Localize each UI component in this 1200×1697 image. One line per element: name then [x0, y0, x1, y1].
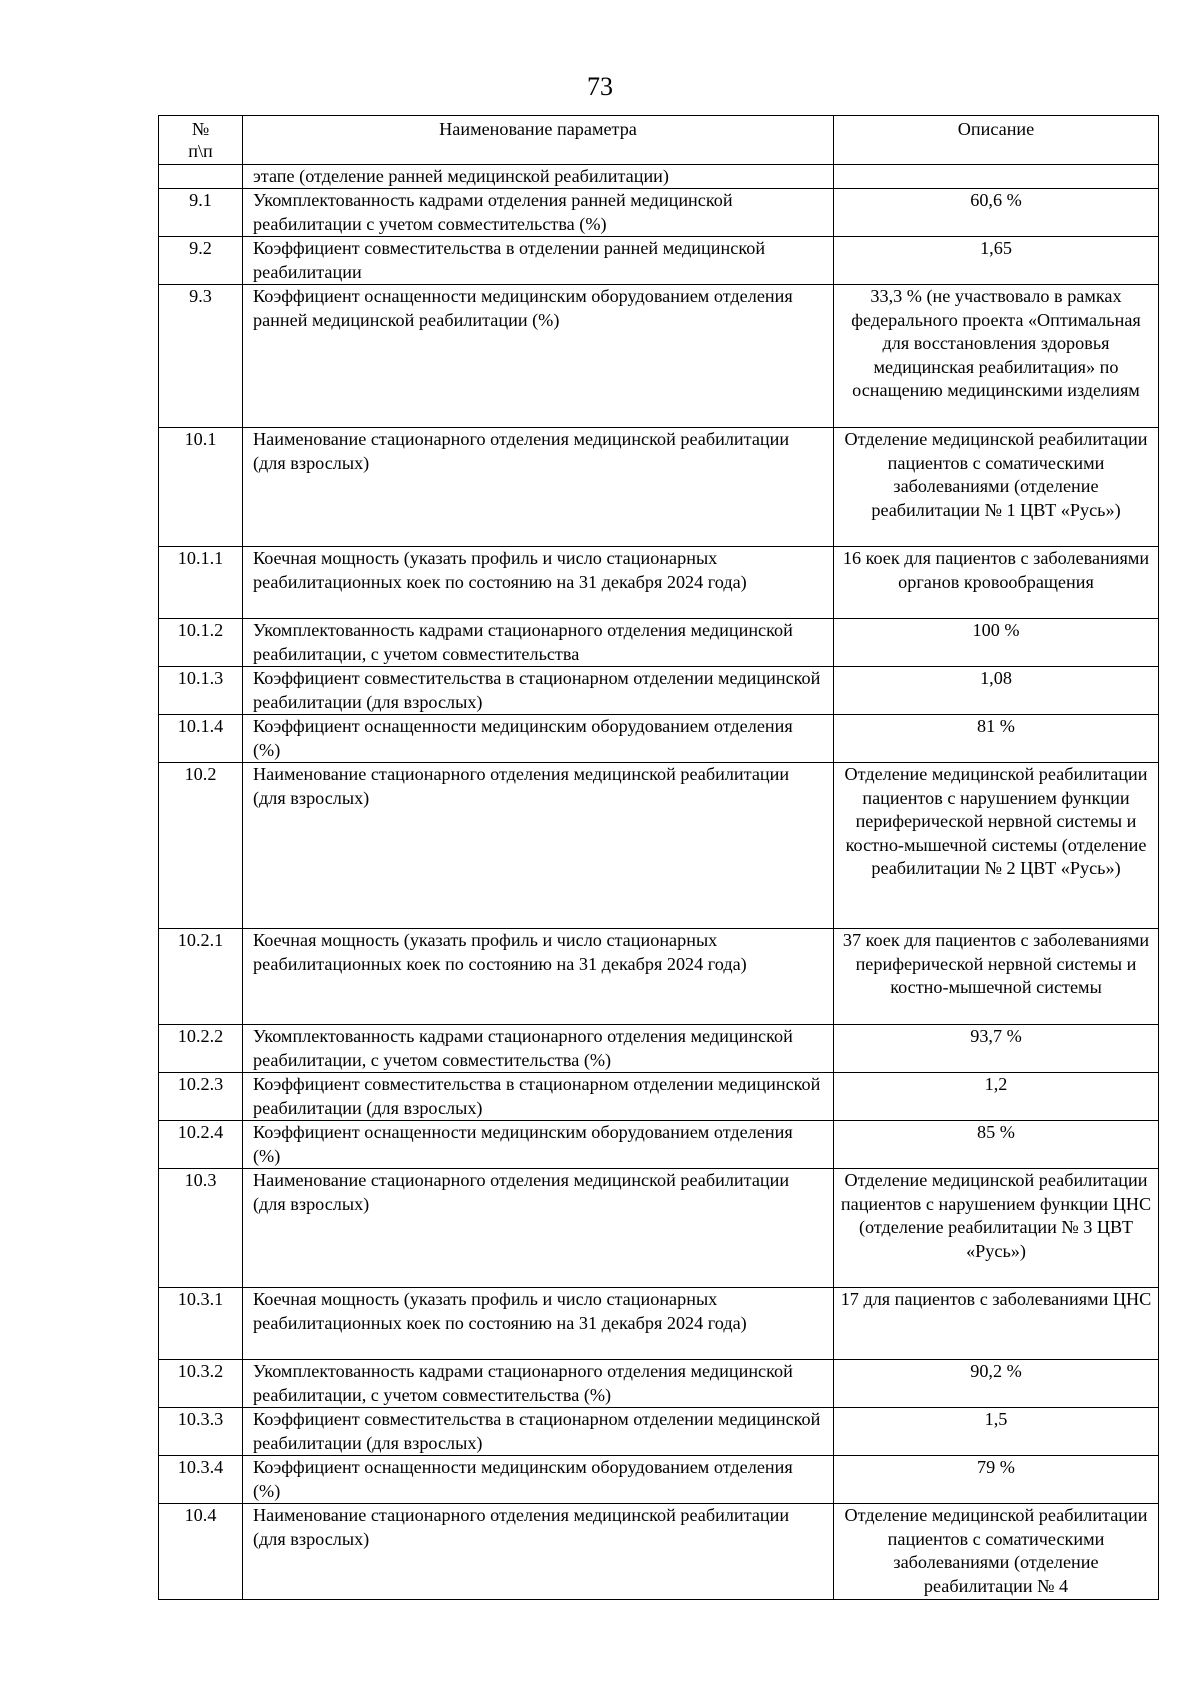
- row-number: 10.3.3: [159, 1408, 243, 1456]
- row-parameter: этапе (отделение ранней медицинской реабилитации): [243, 165, 834, 189]
- row-description: 1,2: [834, 1073, 1159, 1121]
- row-description: 1,08: [834, 667, 1159, 715]
- row-parameter: Укомплектованность кадрами стационарного отделения медицинской реабилитации, с учетом совместительства (%): [243, 1025, 834, 1073]
- row-description: [834, 165, 1159, 189]
- row-parameter: Укомплектованность кадрами стационарного отделения медицинской реабилитации, с учетом совместительства (%): [243, 1360, 834, 1408]
- table-row: [159, 547, 1159, 619]
- row-description: 33,3 % (не участвовало в рамках федерального проекта «Оптимальная для восстановления здоровья медицинская реабилитация» по оснащению медицинскими изделиям: [834, 285, 1159, 428]
- row-description: 81 %: [834, 715, 1159, 763]
- row-description: 1,65: [834, 237, 1159, 285]
- row-description: Отделение медицинской реабилитации пациентов с нарушением функции ЦНС (отделение реабилитации № 3 ЦВТ «Русь»): [834, 1169, 1159, 1288]
- table-row: [159, 667, 1159, 715]
- table-row: [159, 763, 1159, 929]
- row-number: 10.3.4: [159, 1456, 243, 1504]
- table-row: [159, 189, 1159, 237]
- row-number: 10.2: [159, 763, 243, 929]
- row-number: 10.1: [159, 428, 243, 547]
- table-row: [159, 619, 1159, 667]
- row-description: Отделение медицинской реабилитации пациентов с соматическими заболеваниями (отделение реабилитации № 1 ЦВТ «Русь»): [834, 428, 1159, 547]
- table-row: [159, 1504, 1159, 1600]
- row-parameter: Коечная мощность (указать профиль и число стационарных реабилитационных коек по состоянию на 31 декабря 2024 года): [243, 547, 834, 619]
- header-num: № п\п: [159, 116, 243, 165]
- row-number: 9.2: [159, 237, 243, 285]
- row-parameter: Укомплектованность кадрами отделения ранней медицинской реабилитации с учетом совместительства (%): [243, 189, 834, 237]
- row-number: 10.1.3: [159, 667, 243, 715]
- row-number: 10.2.2: [159, 1025, 243, 1073]
- table-header-row: [159, 116, 1159, 165]
- header-param: Наименование параметра: [243, 116, 834, 165]
- table-row: [159, 428, 1159, 547]
- row-parameter: Коэффициент оснащенности медицинским оборудованием отделения (%): [243, 1456, 834, 1504]
- row-number: 10.2.4: [159, 1121, 243, 1169]
- row-description: Отделение медицинской реабилитации пациентов с соматическими заболеваниями (отделение реабилитации № 4: [834, 1504, 1159, 1600]
- row-description: 93,7 %: [834, 1025, 1159, 1073]
- row-parameter: Наименование стационарного отделения медицинской реабилитации (для взрослых): [243, 763, 834, 929]
- row-description: 85 %: [834, 1121, 1159, 1169]
- row-number: 10.2.1: [159, 929, 243, 1025]
- row-description: 90,2 %: [834, 1360, 1159, 1408]
- row-parameter: Наименование стационарного отделения медицинской реабилитации (для взрослых): [243, 1169, 834, 1288]
- table-row: [159, 929, 1159, 1025]
- row-description: 16 коек для пациентов с заболеваниями органов кровообращения: [834, 547, 1159, 619]
- row-parameter: Коэффициент совместительства в стационарном отделении медицинской реабилитации (для взрослых): [243, 667, 834, 715]
- row-description: 1,5: [834, 1408, 1159, 1456]
- table-row: [159, 715, 1159, 763]
- row-number: 10.3: [159, 1169, 243, 1288]
- row-parameter: Коечная мощность (указать профиль и число стационарных реабилитационных коек по состоянию на 31 декабря 2024 года): [243, 1288, 834, 1360]
- row-parameter: Коэффициент оснащенности медицинским оборудованием отделения (%): [243, 1121, 834, 1169]
- table-row: [159, 1360, 1159, 1408]
- row-parameter: Укомплектованность кадрами стационарного отделения медицинской реабилитации, с учетом совместительства: [243, 619, 834, 667]
- row-number: 10.4: [159, 1504, 243, 1600]
- row-description: 37 коек для пациентов с заболеваниями периферической нервной системы и костно-мышечной системы: [834, 929, 1159, 1025]
- row-description: 79 %: [834, 1456, 1159, 1504]
- row-parameter: Коэффициент оснащенности медицинским оборудованием отделения ранней медицинской реабилитации (%): [243, 285, 834, 428]
- row-parameter: Коэффициент совместительства в отделении ранней медицинской реабилитации: [243, 237, 834, 285]
- row-number: 10.2.3: [159, 1073, 243, 1121]
- page-number: 73: [587, 72, 613, 101]
- table-row: [159, 165, 1159, 189]
- row-number: 10.1.4: [159, 715, 243, 763]
- row-number: 9.1: [159, 189, 243, 237]
- table-row: [159, 1456, 1159, 1504]
- table-row: [159, 237, 1159, 285]
- row-description: 60,6 %: [834, 189, 1159, 237]
- header-desc: Описание: [834, 116, 1159, 165]
- table-row: [159, 1408, 1159, 1456]
- table-row: [159, 285, 1159, 428]
- parameters-table: [158, 115, 1159, 1600]
- row-number: 10.3.2: [159, 1360, 243, 1408]
- row-description: 17 для пациентов с заболеваниями ЦНС: [834, 1288, 1159, 1360]
- row-description: Отделение медицинской реабилитации пациентов с нарушением функции периферической нервной системы и костно-мышечной системы (отделение реабилитации № 2 ЦВТ «Русь»): [834, 763, 1159, 929]
- table-row: [159, 1073, 1159, 1121]
- table-row: [159, 1288, 1159, 1360]
- row-number: 10.3.1: [159, 1288, 243, 1360]
- row-number: [159, 165, 243, 189]
- row-parameter: Наименование стационарного отделения медицинской реабилитации (для взрослых): [243, 1504, 834, 1600]
- row-description: 100 %: [834, 619, 1159, 667]
- table-row: [159, 1121, 1159, 1169]
- row-parameter: Коэффициент совместительства в стационарном отделении медицинской реабилитации (для взрослых): [243, 1073, 834, 1121]
- row-parameter: Коэффициент совместительства в стационарном отделении медицинской реабилитации (для взрослых): [243, 1408, 834, 1456]
- row-number: 10.1.2: [159, 619, 243, 667]
- row-parameter: Наименование стационарного отделения медицинской реабилитации (для взрослых): [243, 428, 834, 547]
- row-parameter: Коечная мощность (указать профиль и число стационарных реабилитационных коек по состоянию на 31 декабря 2024 года): [243, 929, 834, 1025]
- table-row: [159, 1025, 1159, 1073]
- row-number: 9.3: [159, 285, 243, 428]
- row-number: 10.1.1: [159, 547, 243, 619]
- row-parameter: Коэффициент оснащенности медицинским оборудованием отделения (%): [243, 715, 834, 763]
- table-row: [159, 1169, 1159, 1288]
